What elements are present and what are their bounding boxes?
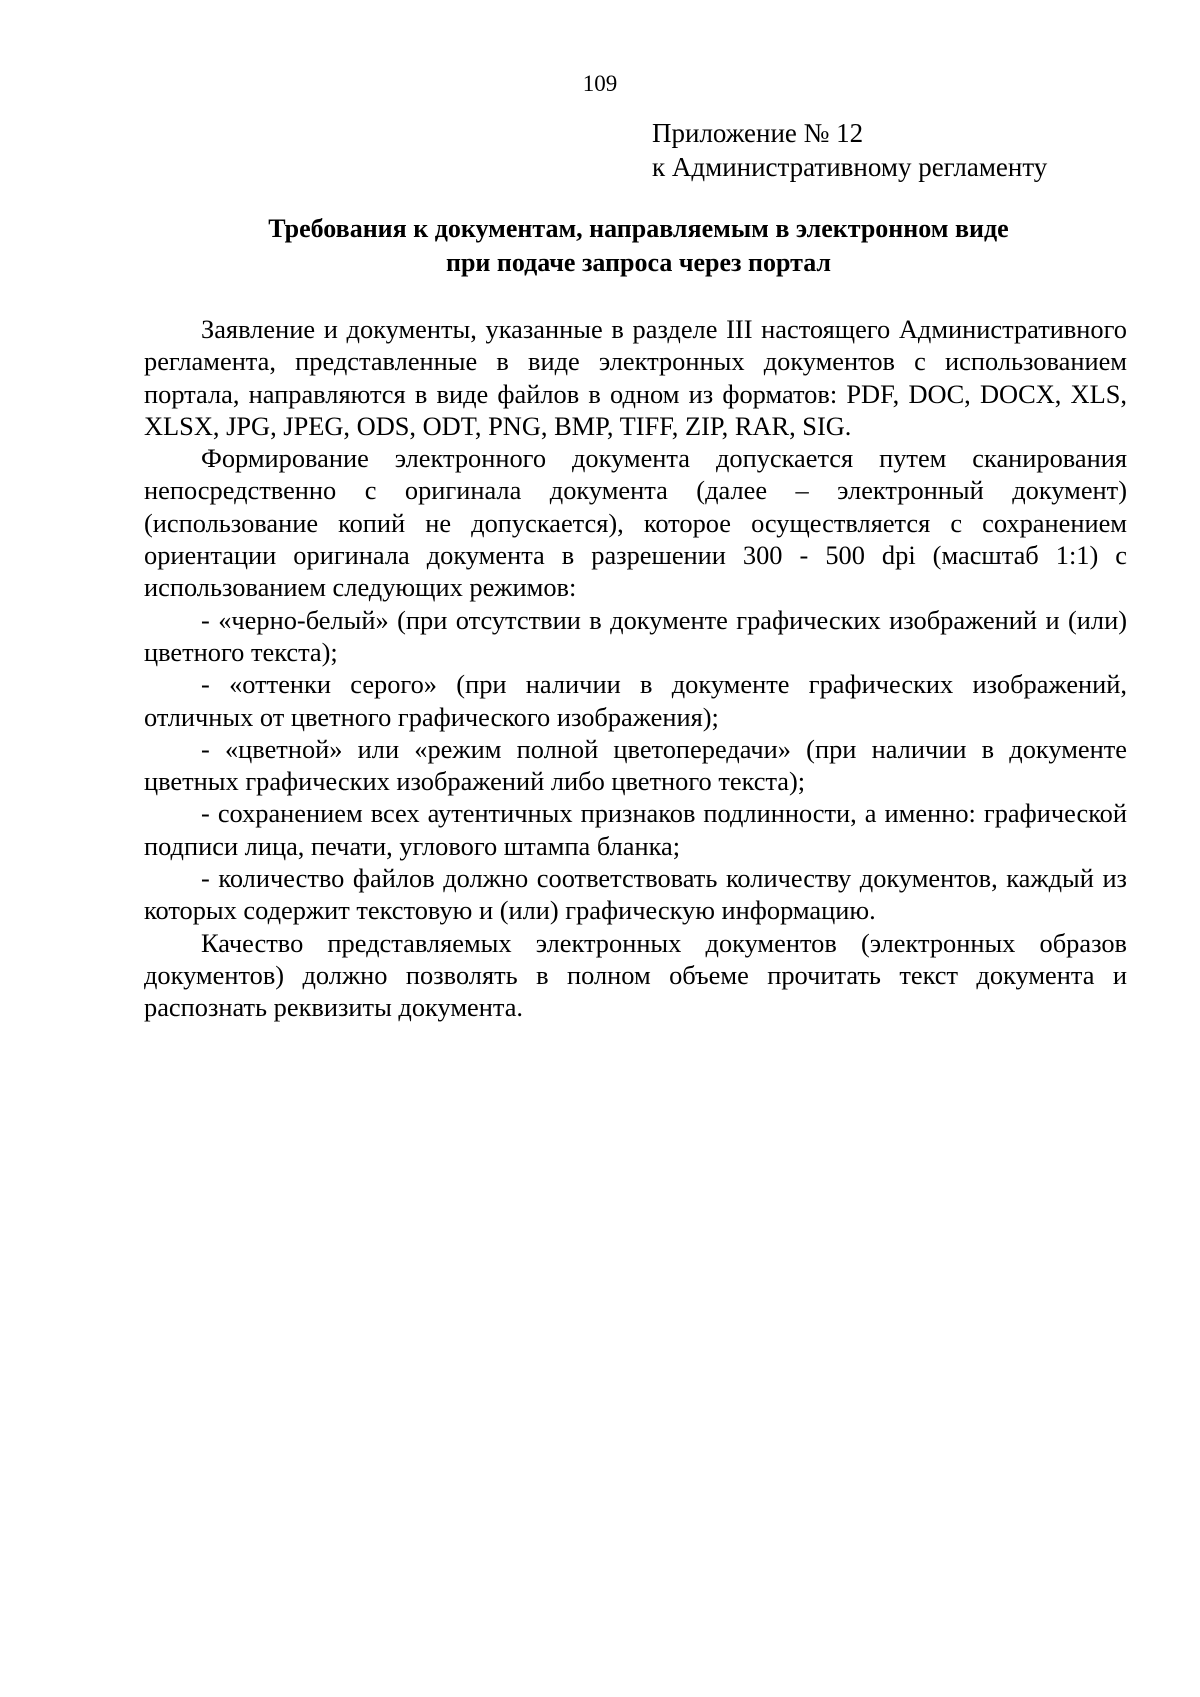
document-title-line-2: при подаче запроса через портал bbox=[445, 248, 832, 277]
document-title bbox=[120, 212, 1157, 280]
appendix-number: Приложение № 12 bbox=[652, 118, 864, 148]
list-item-file-count: - количество файлов должно соответствовать количеству документов, каждый из которых содержит текстовую и (или) графическую информацию. bbox=[144, 863, 1127, 926]
list-item-grayscale: - «оттенки серого» (при наличии в документе графических изображений, отличных от цветного графического изображения); bbox=[144, 669, 1127, 732]
list-item-black-white: - «черно-белый» (при отсутствии в документе графических изображений и (или) цветного текста); bbox=[144, 604, 1127, 667]
paragraph-formats: Заявление и документы, указанные в разделе III настоящего Административного регламента, представленные в виде электронных документов с использованием портала, направляются в виде файлов в одном из форматов: PDF, DOC, DOCX, XLS, XLSX, JPG, JPEG, ODS, ODT, PNG, BMP, TIFF, ZIP, RAR, SIG. bbox=[144, 314, 1127, 441]
document-title-line-1: Требования к документам, направляемым в электронном виде bbox=[268, 214, 1009, 243]
list-item-color: - «цветной» или «режим полной цветопередачи» (при наличии в документе цветных графических изображений либо цветного текста); bbox=[144, 733, 1127, 797]
page-number: 109 bbox=[582, 71, 618, 96]
paragraph-quality: Качество представляемых электронных документов (электронных образов документов) должно позволять в полном объеме прочитать текст документа и распознать реквизиты документа. bbox=[144, 927, 1127, 1023]
paragraph-scanning: Формирование электронного документа допускается путем сканирования непосредственно с оригинала документа (далее – электронный документ) (использование копий не допускается), которое осуществляется с сохранением ориентации оригинала документа в разрешении 300 - 500 dpi (масштаб 1:1) с использованием следующих режимов: bbox=[144, 443, 1127, 603]
appendix-reference: к Административному регламенту bbox=[652, 152, 1048, 182]
appendix-note bbox=[652, 116, 1047, 184]
list-item-authenticity: - сохранением всех аутентичных признаков подлинности, а именно: графической подписи лица, печати, углового штампа бланка; bbox=[144, 798, 1127, 861]
document-body bbox=[144, 313, 1127, 1024]
